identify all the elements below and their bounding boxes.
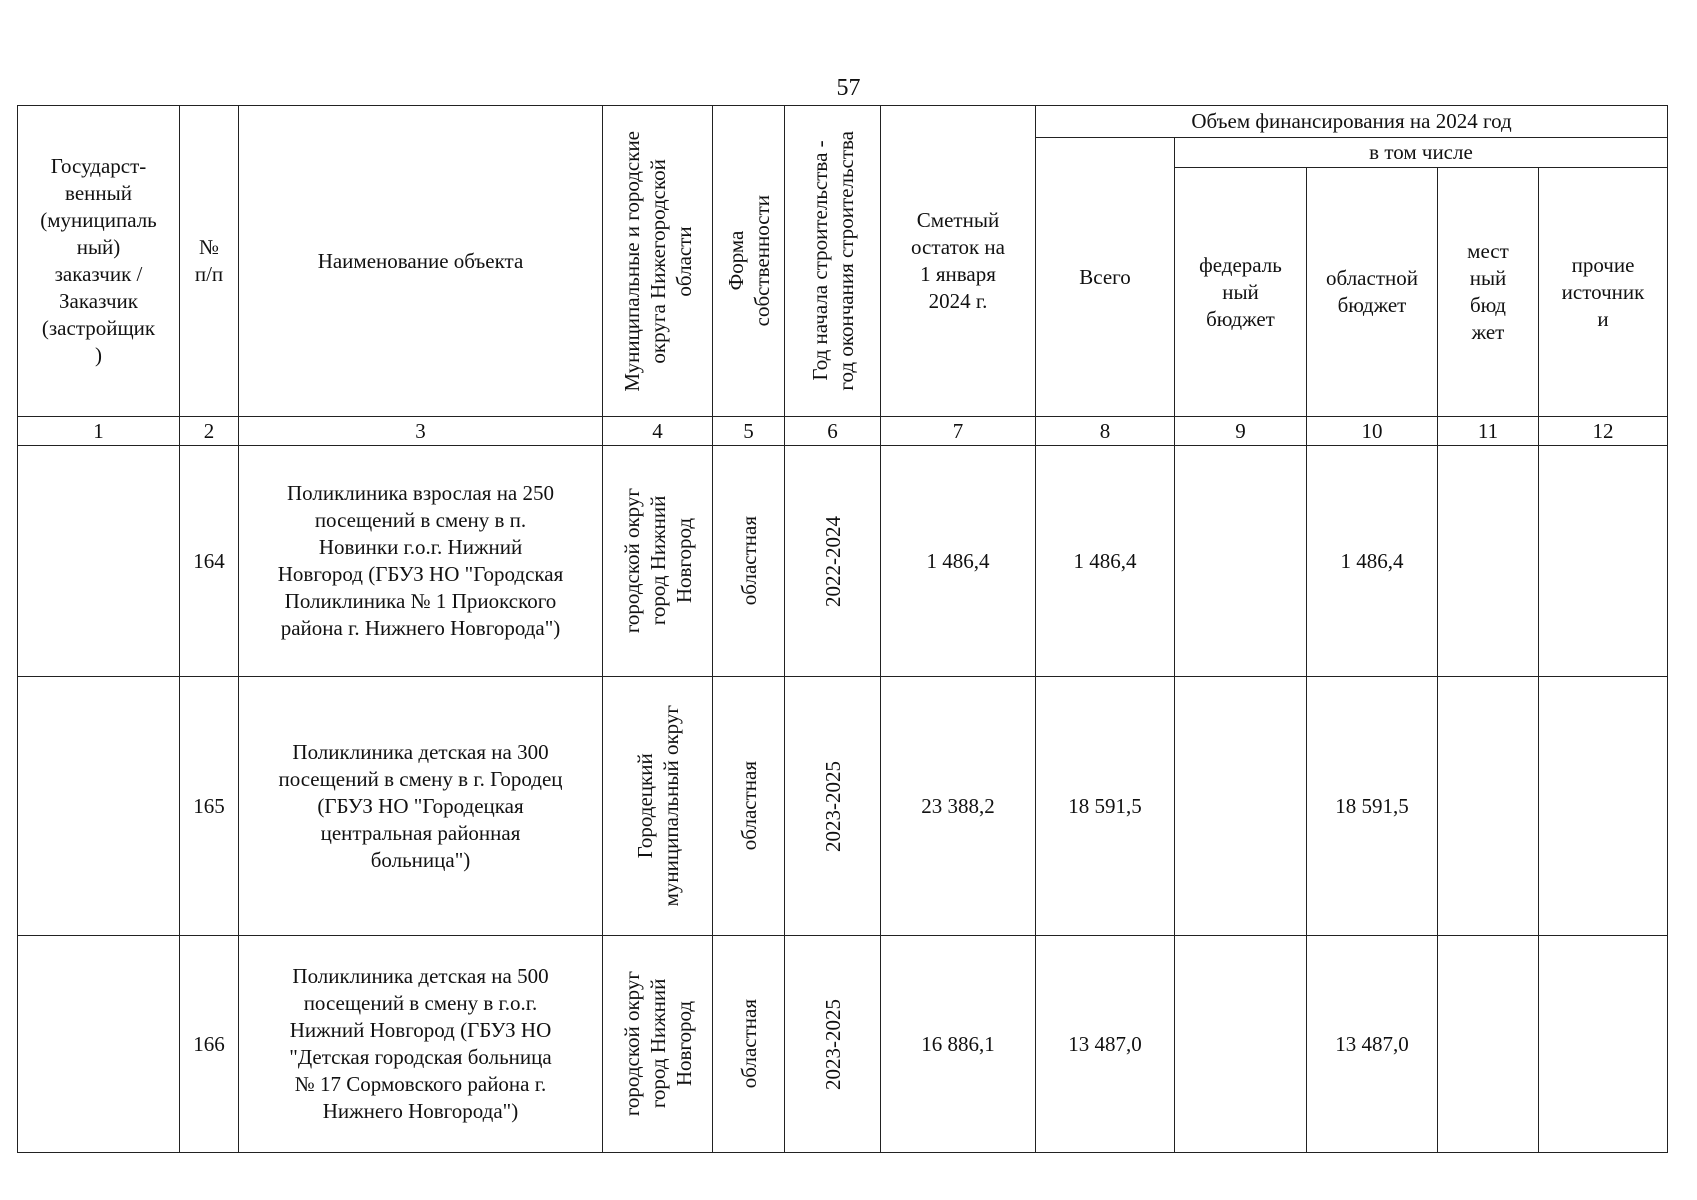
total-cell: 13 487,0 [1036, 936, 1175, 1153]
header-total: Всего [1036, 138, 1175, 417]
local-cell [1438, 677, 1539, 936]
other-cell [1539, 446, 1668, 677]
total-cell: 18 591,5 [1036, 677, 1175, 936]
header-estimate: Сметный остаток на 1 января 2024 г. [881, 106, 1036, 417]
financing-table [17, 105, 1668, 1153]
municipality-cell [603, 936, 713, 1153]
column-number: 7 [881, 417, 1036, 446]
header-object-name: Наименование объекта [239, 106, 603, 417]
ownership-cell [713, 677, 785, 936]
estimate-cell: 1 486,4 [881, 446, 1036, 677]
header-federal: федераль ный бюджет [1175, 168, 1307, 417]
header-ownership [713, 106, 785, 417]
regional-cell: 1 486,4 [1307, 446, 1438, 677]
years-cell [785, 936, 881, 1153]
other-cell [1539, 677, 1668, 936]
estimate-cell: 23 388,2 [881, 677, 1036, 936]
row-number-cell: 165 [180, 677, 239, 936]
years-text: 2023-2025 [820, 998, 845, 1090]
estimate-cell: 16 886,1 [881, 936, 1036, 1153]
header-number: № п/п [180, 106, 239, 417]
row-number-cell: 166 [180, 936, 239, 1153]
column-number: 5 [713, 417, 785, 446]
header-years-text: Год начала строительства - год окончания строительства [807, 131, 858, 391]
local-cell [1438, 446, 1539, 677]
other-cell [1539, 936, 1668, 1153]
customer-cell [18, 677, 180, 936]
column-number: 1 [18, 417, 180, 446]
municipality-cell [603, 677, 713, 936]
regional-cell: 13 487,0 [1307, 936, 1438, 1153]
column-number: 12 [1539, 417, 1668, 446]
header-regional: областной бюджет [1307, 168, 1438, 417]
table-row [18, 446, 1668, 677]
object-name-cell: Поликлиника взрослая на 250 посещений в смену в п. Новинки г.о.г. Нижний Новгород (ГБУЗ НО "Городская Поликлиника № 1 Приокского района г. Нижнего Новгорода") [239, 446, 603, 677]
ownership-cell [713, 446, 785, 677]
header-including: в том числе [1175, 138, 1668, 168]
municipality-text: городской округ город Нижний Новгород [619, 971, 696, 1117]
federal-cell [1175, 446, 1307, 677]
column-number: 2 [180, 417, 239, 446]
column-number: 11 [1438, 417, 1539, 446]
header-municipality [603, 106, 713, 417]
header-municipality-text: Муниципальные и городские округа Нижегородской области [619, 130, 696, 392]
municipality-text: городской округ город Нижний Новгород [619, 488, 696, 634]
table-row [18, 936, 1668, 1153]
local-cell [1438, 936, 1539, 1153]
header-row-top [18, 106, 1668, 138]
row-number-cell: 164 [180, 446, 239, 677]
federal-cell [1175, 936, 1307, 1153]
header-ownership-text: Форма собственности [723, 195, 774, 327]
customer-cell [18, 446, 180, 677]
table-row [18, 677, 1668, 936]
header-financing-group: Объем финансирования на 2024 год [1036, 106, 1668, 138]
column-number: 8 [1036, 417, 1175, 446]
total-cell: 1 486,4 [1036, 446, 1175, 677]
column-number: 9 [1175, 417, 1307, 446]
object-name-cell: Поликлиника детская на 500 посещений в смену в г.о.г. Нижний Новгород (ГБУЗ НО "Детская городская больница № 17 Сормовского района г. Нижнего Новгорода") [239, 936, 603, 1153]
header-other: прочие источник и [1539, 168, 1668, 417]
municipality-text: Городецкий муниципальный округ [632, 705, 683, 907]
ownership-cell [713, 936, 785, 1153]
years-cell [785, 446, 881, 677]
object-name-cell: Поликлиника детская на 300 посещений в смену в г. Городец (ГБУЗ НО "Городецкая центральная районная больница") [239, 677, 603, 936]
regional-cell: 18 591,5 [1307, 677, 1438, 936]
municipality-cell [603, 446, 713, 677]
column-number: 6 [785, 417, 881, 446]
years-text: 2023-2025 [820, 760, 845, 852]
years-cell [785, 677, 881, 936]
header-customer: Государст- венный (муниципаль ный) заказчик / Заказчик (застройщик ) [18, 106, 180, 417]
years-text: 2022-2024 [820, 515, 845, 607]
header-years [785, 106, 881, 417]
federal-cell [1175, 677, 1307, 936]
ownership-text: областная [736, 516, 761, 606]
column-number: 10 [1307, 417, 1438, 446]
ownership-text: областная [736, 999, 761, 1089]
ownership-text: областная [736, 761, 761, 851]
customer-cell [18, 936, 180, 1153]
page-number: 57 [836, 75, 861, 101]
column-number: 4 [603, 417, 713, 446]
column-number-row [18, 417, 1668, 446]
column-number: 3 [239, 417, 603, 446]
header-local: мест ный бюд жет [1438, 168, 1539, 417]
